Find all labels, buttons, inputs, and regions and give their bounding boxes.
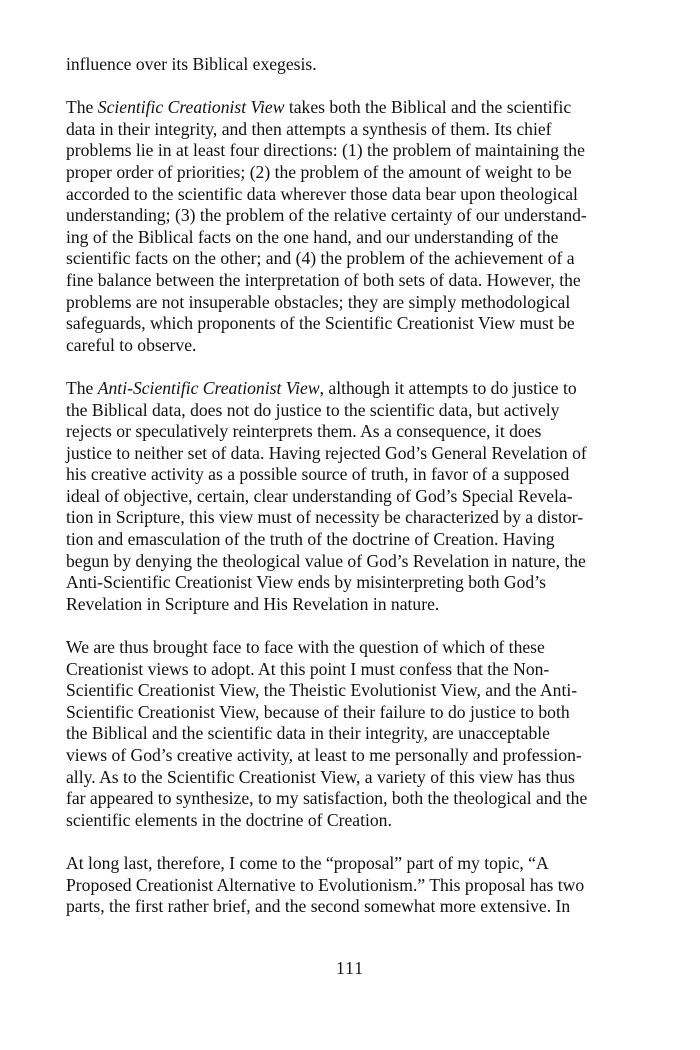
text-run: The xyxy=(66,97,98,118)
text-line: fine balance between the interpretation of both sets of data. However, the xyxy=(66,269,581,290)
text-line: Revelation in Scripture and His Revelation in nature. xyxy=(66,593,440,614)
text-line: begun by denying the theological value of God’s Revelation in nature, the xyxy=(66,550,586,571)
text-line: tion in Scripture, this view must of necessity be characterized by a distor- xyxy=(66,507,584,528)
text-line: the Biblical data, does not do justice to the scientific data, but actively xyxy=(66,399,560,420)
text-line: accorded to the scientific data wherever those data bear upon theological xyxy=(66,183,578,204)
paragraph xyxy=(66,378,626,616)
page-number: 111 xyxy=(335,958,365,978)
text-line: justice to neither set of data. Having rejected God’s General Revelation of xyxy=(66,442,587,463)
text-line: problems lie in at least four directions: (1) the problem of maintaining the xyxy=(66,140,585,161)
text-line: views of God’s creative activity, at least to me personally and profession- xyxy=(66,745,582,765)
text-line: understanding; (3) the problem of the relative certainty of our understand- xyxy=(66,205,587,226)
paragraph xyxy=(66,54,626,76)
text-line: parts, the first rather brief, and the second somewhat more extensive. In xyxy=(66,896,571,917)
italic-term: Anti-Scientific Creationist View xyxy=(97,377,320,398)
text-line: problems are not insuperable obstacles; they are simply methodological xyxy=(66,291,571,312)
text-line: scientific facts on the other; and (4) the problem of the achievement of a xyxy=(66,248,575,269)
text-line: careful to observe. xyxy=(66,334,197,355)
text-line: the Biblical and the scientific data in their integrity, are unacceptable xyxy=(66,723,550,744)
text-line: proper order of priorities; (2) the problem of the amount of weight to be xyxy=(66,161,572,182)
text-run: The xyxy=(66,377,98,398)
italic-term: Scientific Creationist View xyxy=(97,97,285,118)
text-line: his creative activity as a possible source of truth, in favor of a supposed xyxy=(66,464,570,485)
text-line: ing of the Biblical facts on the one hand, and our understanding of the xyxy=(66,226,559,247)
text-line: rejects or speculatively reinterprets them. As a consequence, it does xyxy=(66,421,542,442)
text-line xyxy=(66,378,626,400)
paragraph xyxy=(66,97,626,356)
text-line: ideal of objective, certain, clear understanding of God’s Special Revela- xyxy=(66,485,573,506)
document-body xyxy=(66,54,626,939)
text-line: Scientific Creationist View, because of their failure to do justice to both xyxy=(66,701,570,722)
text-line: far appeared to synthesize, to my satisfaction, both the theological and the xyxy=(66,788,588,809)
text-line: At long last, therefore, I come to the “proposal” part of my topic, “A xyxy=(66,852,549,873)
text-line: scientific elements in the doctrine of Creation. xyxy=(66,809,392,830)
text-line: ally. As to the Scientific Creationist View, a variety of this view has thus xyxy=(66,766,575,787)
text-line: data in their integrity, and then attempts a synthesis of them. Its chief xyxy=(66,118,552,139)
text-run: takes both the Biblical and the scientific xyxy=(284,97,572,118)
paragraph xyxy=(66,853,626,918)
text-line: influence over its Biblical exegesis. xyxy=(66,54,317,74)
text-line xyxy=(66,97,626,119)
text-line: Creationist views to adopt. At this point I must confess that the Non- xyxy=(66,658,550,679)
text-line: We are thus brought face to face with the question of which of these xyxy=(66,637,545,658)
text-line: Proposed Creationist Alternative to Evolutionism.” This proposal has two xyxy=(66,874,585,895)
text-line: Anti-Scientific Creationist View ends by misinterpreting both God’s xyxy=(66,572,546,593)
text-line: safeguards, which proponents of the Scientific Creationist View must be xyxy=(66,313,575,334)
text-line: tion and emasculation of the truth of the doctrine of Creation. Having xyxy=(66,529,555,550)
paragraph xyxy=(66,637,626,831)
text-run: , although it attempts to do justice to xyxy=(319,377,577,398)
text-line: Scientific Creationist View, the Theistic Evolutionist View, and the Anti- xyxy=(66,680,578,701)
